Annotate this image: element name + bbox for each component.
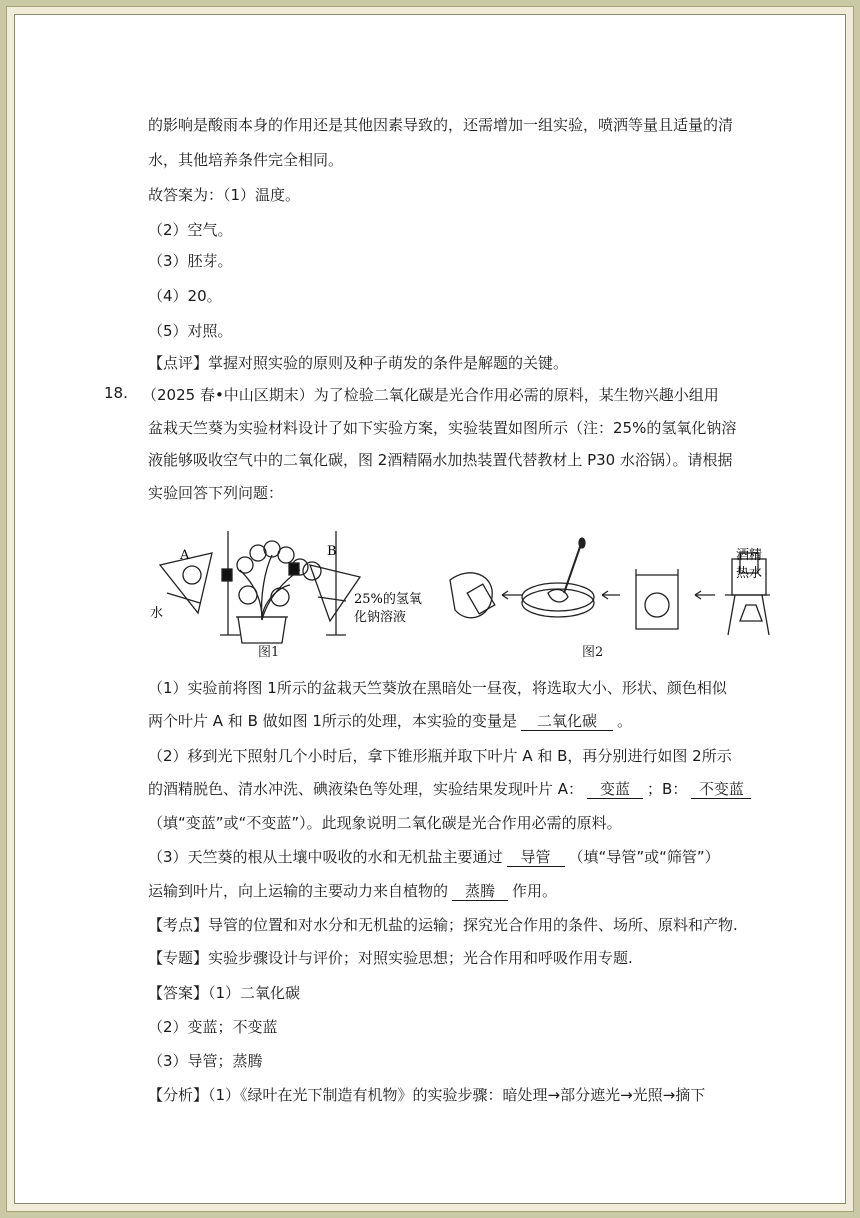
text-span: 两个叶片 A 和 B 做如图 1所示的处理，本实验的变量是 [148,712,517,730]
text-span: 。 [616,712,632,730]
answer-blank: 蒸腾 [452,883,508,901]
answer-blank: 二氧化碳 [521,713,613,731]
question-text: 实验回答下列问题： [148,484,284,502]
text-line: 水，其他培养条件完全相同。 [148,151,344,169]
text-span: 的酒精脱色、清水冲洗、碘液染色等处理，实验结果发现叶片 A： [148,780,584,798]
label-naoh-line1: 25%的氢氧 [354,592,422,607]
caption-figure-2: 图2 [582,645,604,660]
question-part-2-answer-line [148,778,755,799]
label-water: 水 [150,606,164,621]
text-line: 故答案为：（1）温度。 [148,186,301,204]
question-number: 18. [104,384,128,402]
answer-blank: 导管 [507,849,565,867]
text-span: 作用。 [512,882,558,900]
label-alcohol: 酒精 [736,548,763,563]
question-part-1: （1）实验前将图 1所示的盆栽天竺葵放在黑暗处一昼夜，将选取大小、形状、颜色相似 [148,679,727,697]
answer-line: （3）导管；蒸腾 [148,1052,263,1070]
label-b: B [327,544,337,559]
text-line: （4）20。 [148,287,222,305]
question-text: （2025 春•中山区期末）为了检验二氧化碳是光合作用必需的原料，某生物兴趣小组用 [142,386,719,404]
beaker [636,569,678,629]
text-line: （2）空气。 [148,221,233,239]
question-part-3-line-2 [148,880,557,901]
experiment-figure [150,525,770,669]
experiment-illustration [150,525,770,665]
question-part-1-answer-line [148,710,632,731]
answer-line: 【答案】（1）二氧化碳 [148,984,301,1002]
text-span: ；B： [647,780,688,798]
leaf-specimen [450,573,492,618]
answer-blank: 变蓝 [587,781,643,799]
text-line: （3）胚芽。 [148,252,233,270]
petri-dish [522,589,594,617]
label-hot-water: 热水 [736,566,763,581]
flower-pot [238,617,286,643]
caption-figure-1: 图1 [258,645,280,660]
answer-blank: 不变蓝 [691,781,751,799]
text-line: （5）对照。 [148,322,233,340]
label-naoh-line2: 化钠溶液 [354,610,407,625]
question-part-2-note: （填“变蓝”或“不变蓝”）。此现象说明二氧化碳是光合作用必需的原料。 [148,814,622,832]
comment-line: 【点评】掌握对照实验的原则及种子萌发的条件是解题的关键。 [148,354,569,372]
question-text: 盆栽天竺葵为实验材料设计了如下实验方案，实验装置如图所示（注：25%的氢氧化钠溶 [148,419,737,437]
question-text: 液能够吸收空气中的二氧化碳，图 2酒精隔水加热装置代替教材上 P30 水浴锅）。请根据 [148,451,733,469]
topic-line: 【专题】实验步骤设计与评价；对照实验思想；光合作用和呼吸作用专题. [148,949,633,967]
knowledge-point: 【考点】导管的位置和对水分和无机盐的运输；探究光合作用的条件、场所、原料和产物. [148,916,738,934]
label-a: A [180,548,190,563]
text-span: （3）天竺葵的根从土壤中吸收的水和无机盐主要通过 [148,848,503,866]
question-part-3-line-1 [148,846,720,867]
text-span: 运输到叶片，向上运输的主要动力来自植物的 [148,882,449,900]
text-line: 的影响是酸雨本身的作用还是其他因素导致的，还需增加一组实验，喷洒等量且适量的清 [148,116,734,134]
analysis-line: 【分析】（1）《绿叶在光下制造有机物》的实验步骤：暗处理→部分遮光→光照→摘下 [148,1086,706,1104]
flask-b [310,565,360,621]
answer-line: （2）变蓝；不变蓝 [148,1018,278,1036]
text-span: （填“导管”或“筛管”） [568,848,720,866]
question-part-2: （2）移到光下照射几个小时后，拿下锥形瓶并取下叶片 A 和 B，再分别进行如图 2所示 [148,747,732,765]
